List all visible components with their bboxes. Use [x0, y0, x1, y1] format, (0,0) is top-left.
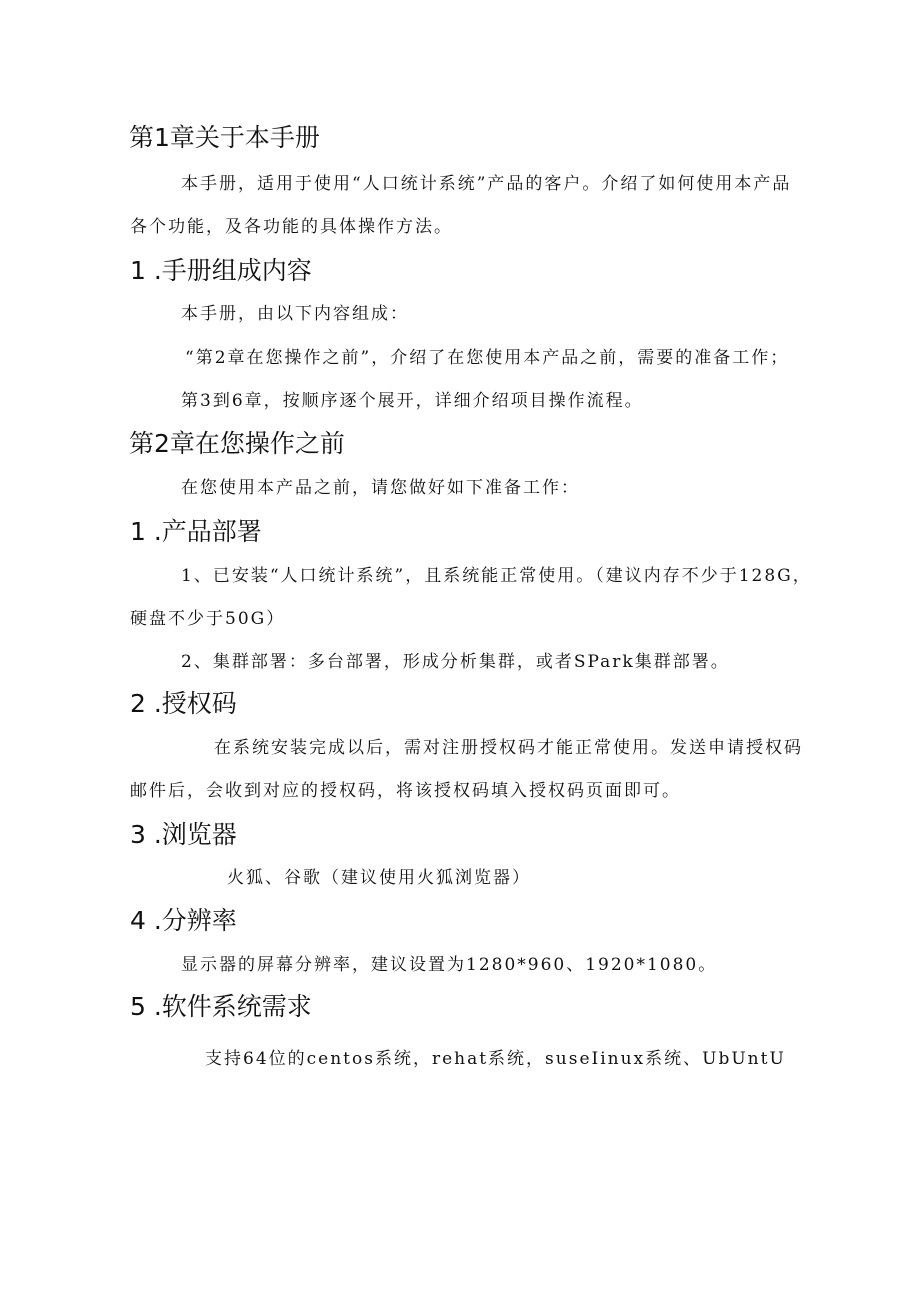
deployment-item-1-line-1: 1、已安装“人口统计系统”，且系统能正常使用。（建议内存不少于128G， — [181, 566, 812, 586]
browser-text: 火狐、谷歌（建议使用火狐浏览器） — [227, 868, 531, 888]
resolution-text: 显示器的屏幕分辨率，建议设置为1280*960、1920*1080。 — [181, 955, 718, 975]
license-paragraph-line-1: 在系统安装完成以后，需对注册授权码才能正常使用。发送申请授权码 — [214, 738, 803, 758]
manual-contents-intro: 本手册，由以下内容组成： — [181, 304, 409, 324]
section-product-deployment-title: 1 .产品部署 — [130, 517, 262, 546]
manual-contents-item-2: 第3到6章，按顺序逐个展开，详细介绍项目操作流程。 — [181, 391, 644, 411]
deployment-item-1-line-2: 硬盘不少于50G） — [130, 609, 286, 629]
chapter-1-paragraph-line-1: 本手册，适用于使用“人口统计系统”产品的客户。介绍了如何使用本产品 — [181, 174, 792, 194]
chapter-1-paragraph-line-2: 各个功能，及各功能的具体操作方法。 — [130, 217, 453, 237]
manual-contents-item-1: “第2章在您操作之前”，介绍了在您使用本产品之前，需要的准备工作； — [185, 348, 790, 368]
license-paragraph-line-2: 邮件后，会收到对应的授权码，将该授权码填入授权码页面即可。 — [130, 781, 681, 801]
section-license-code-title: 2 .授权码 — [130, 689, 237, 718]
software-requirements-text: 支持64位的centos系统，rehat系统，suseIinux系统、UbUntU — [205, 1049, 786, 1069]
chapter-2-title: 第2章在您操作之前 — [129, 429, 345, 458]
chapter-2-intro: 在您使用本产品之前，请您做好如下准备工作： — [181, 478, 580, 498]
section-software-requirements-title: 5 .软件系统需求 — [130, 992, 312, 1021]
deployment-item-2: 2、集群部署：多台部署，形成分析集群，或者SPark集群部署。 — [181, 652, 730, 672]
section-manual-contents-title: 1 .手册组成内容 — [130, 256, 312, 285]
section-browser-title: 3 .浏览器 — [130, 820, 237, 849]
section-resolution-title: 4 .分辨率 — [130, 906, 237, 935]
chapter-1-title: 第1章关于本手册 — [129, 123, 320, 152]
